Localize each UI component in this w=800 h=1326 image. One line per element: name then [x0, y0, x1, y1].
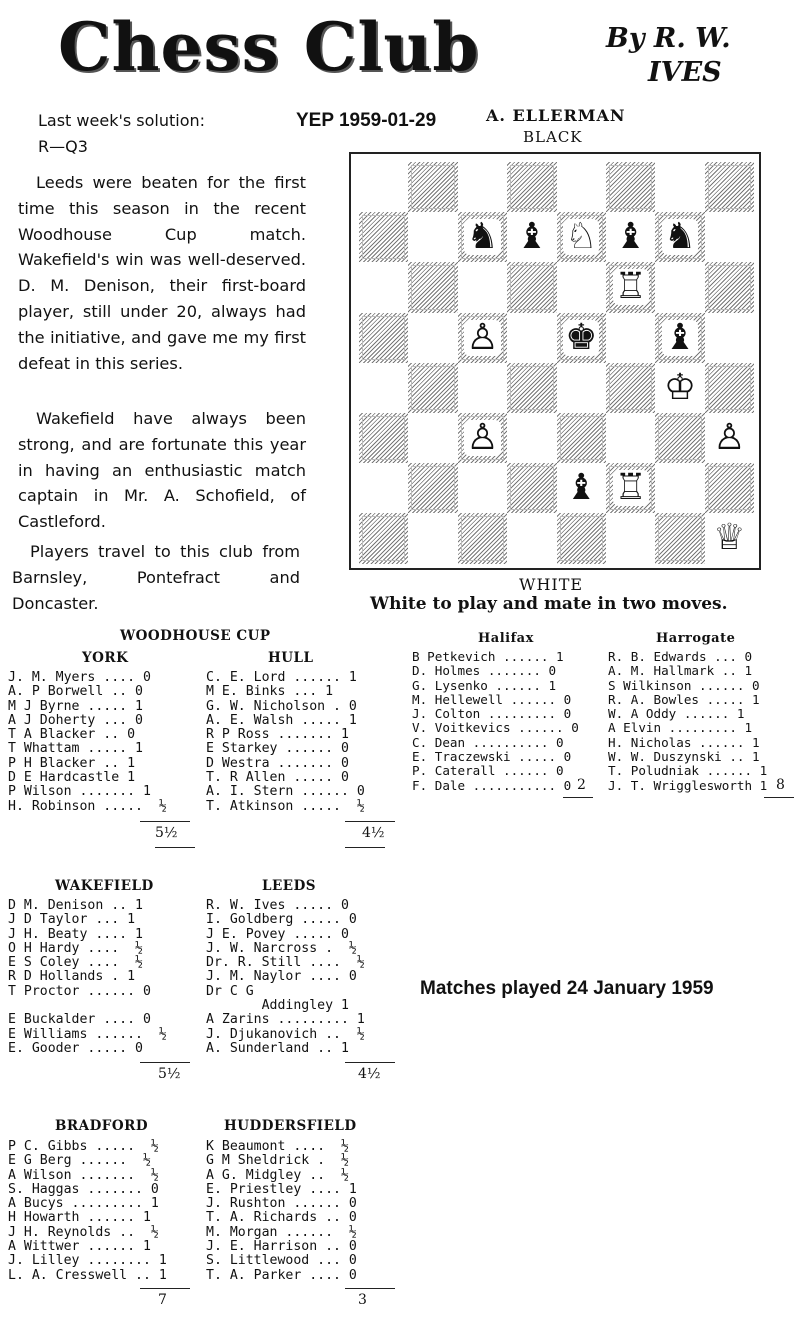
player-row: A. M. Hallmark .. 1: [608, 663, 753, 679]
board-square: [408, 162, 457, 212]
hull-players: [206, 671, 365, 814]
board-square: [655, 463, 704, 513]
board-square: [655, 262, 704, 312]
team-huddersfield-heading: HUDDERSFIELD: [224, 1118, 357, 1134]
last-week-solution: [38, 108, 205, 160]
solution-move: R—Q3: [38, 137, 88, 156]
chess-board: [349, 152, 761, 570]
board-grid: [359, 162, 751, 564]
player-row: J. E. Harrison .. 0: [206, 1239, 357, 1255]
player-row: E S Coley .... ½: [8, 955, 143, 971]
player-row: A. E. Walsh ..... 1: [206, 712, 357, 728]
player-row: G M Sheldrick . ½: [206, 1153, 349, 1169]
player-row: W. A Oddy ...... 1: [608, 706, 745, 722]
team-leeds-heading: LEEDS: [262, 878, 317, 894]
board-square: [507, 413, 556, 463]
halifax-players: [412, 650, 579, 793]
chess-piece-icon: ♔: [663, 366, 697, 408]
player-row: E Starkey ...... 0: [206, 741, 349, 757]
board-square: [705, 313, 754, 363]
player-row: M J Byrne ..... 1: [8, 698, 143, 714]
player-row: D. Holmes ....... 0: [412, 663, 557, 679]
player-row: T. R Allen ..... 0: [206, 770, 349, 786]
leeds-rule: [345, 1062, 395, 1063]
player-row: P C. Gibbs ..... ½: [8, 1139, 159, 1154]
york-players: [8, 671, 167, 814]
player-row: [8, 999, 167, 1013]
player-row: C. Dean .......... 0: [412, 734, 564, 750]
player-row: A. I. Stern ...... 0: [206, 784, 365, 800]
board-square: [705, 363, 754, 413]
board-square: [655, 513, 704, 563]
player-row: J. M. Myers .... 0: [8, 670, 151, 685]
player-row: A G. Midgley .. ½: [206, 1167, 349, 1183]
bradford-rule: [140, 1288, 190, 1289]
solution-label: Last week's solution:: [38, 111, 206, 130]
leeds-players: [206, 899, 365, 1056]
board-square: [458, 262, 507, 312]
board-square: [655, 413, 704, 463]
board-square: [507, 463, 556, 513]
chess-piece-icon: ♖: [614, 467, 647, 509]
player-row: S Wilkinson ...... 0: [608, 677, 760, 693]
player-row: E. Priestley .... 1: [206, 1181, 357, 1197]
player-row: T Proctor ...... 0: [8, 983, 151, 999]
player-row: A. Sunderland .. 1: [206, 1040, 349, 1056]
team-bradford-heading: BRADFORD: [55, 1118, 149, 1134]
board-square: [705, 513, 754, 563]
board-square: [359, 463, 408, 513]
player-row: H. Nicholas ...... 1: [608, 734, 760, 750]
board-square: [557, 513, 606, 563]
chess-piece-icon: ♞: [466, 216, 499, 258]
player-row: P H Blacker .. 1: [8, 755, 136, 771]
board-square: [408, 513, 457, 563]
board-square: [359, 363, 408, 413]
board-square: [606, 262, 655, 312]
chess-piece-icon: ♙: [466, 316, 499, 358]
player-row: R. B. Edwards ... 0: [608, 649, 753, 664]
board-square: [705, 463, 754, 513]
article-paragraph-3: Players travel to this club from Barnsley, Pontefract and Doncaster.: [12, 542, 300, 613]
player-row: A. P Borwell .. 0: [8, 684, 143, 700]
halifax-total: 2: [577, 777, 586, 793]
board-square: [507, 162, 556, 212]
player-row: A Zarins ......... 1: [206, 1012, 365, 1028]
board-square: [557, 313, 606, 363]
player-row: D Westra ....... 0: [206, 755, 349, 771]
player-row: T A Blacker .. 0: [8, 727, 136, 743]
archive-tag: YEP 1959-01-29: [296, 110, 437, 131]
masthead-title: Chess Club: [58, 8, 480, 86]
hull-total: 4½: [362, 825, 385, 841]
byline: [606, 22, 731, 90]
player-row: A Wilson ....... ½: [8, 1167, 159, 1183]
player-row: J H. Beaty .... 1: [8, 926, 143, 942]
black-label: BLACK: [523, 128, 583, 146]
player-row: J. M. Naylor .... 0: [206, 969, 357, 985]
byline-line2: IVES: [648, 57, 722, 88]
board-square: [359, 513, 408, 563]
player-row: M E. Binks ... 1: [206, 684, 334, 700]
board-square: [705, 212, 754, 262]
player-row: R P Ross ....... 1: [206, 727, 349, 743]
board-square: [655, 212, 704, 262]
player-row: T. Atkinson ..... ½: [206, 798, 365, 814]
board-square: [557, 363, 606, 413]
chess-piece-icon: ♘: [565, 216, 598, 258]
player-row: J. Lilley ........ 1: [8, 1253, 167, 1269]
player-row: S. Littlewood ... 0: [206, 1253, 357, 1269]
player-row: P Wilson ....... 1: [8, 784, 151, 800]
player-row: C. E. Lord ...... 1: [206, 670, 357, 685]
player-row: J H. Reynolds .. ½: [8, 1224, 159, 1240]
player-row: R. A. Bowles ..... 1: [608, 691, 760, 707]
player-row: O H Hardy .... ½: [8, 940, 143, 956]
player-row: Dr. R. Still .... ½: [206, 955, 365, 971]
player-row: R D Hollands . 1: [8, 969, 136, 985]
team-hull-heading: HULL: [268, 650, 314, 666]
player-row: M. Morgan ...... ½: [206, 1224, 357, 1240]
matches-played-note: Matches played 24 January 1959: [420, 978, 714, 999]
problem-author: A. ELLERMAN: [486, 106, 626, 125]
player-row: J. T. Wrigglesworth 1: [608, 777, 768, 793]
white-label: WHITE: [519, 575, 584, 594]
board-square: [606, 463, 655, 513]
board-square: [655, 313, 704, 363]
board-square: [408, 313, 457, 363]
hull-rule: [345, 821, 395, 822]
board-square: [557, 413, 606, 463]
player-row: W. W. Duszynski .. 1: [608, 749, 760, 765]
huddersfield-rule: [345, 1288, 395, 1289]
york-rule: [140, 821, 190, 822]
player-row: D E Hardcastle 1: [8, 770, 136, 786]
board-square: [606, 212, 655, 262]
york-total: 5½: [155, 825, 178, 841]
player-row: D M. Denison .. 1: [8, 898, 143, 913]
board-square: [606, 313, 655, 363]
board-square: [507, 212, 556, 262]
player-row: H Howarth ...... 1: [8, 1210, 151, 1226]
board-square: [359, 413, 408, 463]
board-square: [606, 413, 655, 463]
chess-piece-icon: ♙: [466, 417, 499, 459]
wakefield-players: [8, 899, 167, 1056]
player-row: J. Djukanovich .. ½: [206, 1026, 365, 1042]
chess-piece-icon: ♞: [663, 216, 697, 258]
board-square: [655, 162, 704, 212]
chess-piece-icon: ♙: [713, 417, 746, 459]
board-square: [557, 463, 606, 513]
team-york-heading: YORK: [82, 650, 129, 666]
player-row: T. A. Richards .. 0: [206, 1210, 357, 1226]
chess-piece-icon: ♝: [663, 316, 697, 358]
player-row: A J Doherty ... 0: [8, 712, 143, 728]
player-row: H. Robinson ..... ½: [8, 798, 167, 814]
player-row: E. Traczewski ..... 0: [412, 749, 572, 765]
player-row: T Whattam ..... 1: [8, 741, 143, 757]
halifax-rule: [563, 797, 593, 798]
player-row: F. Dale ........... 0: [412, 777, 572, 793]
harrogate-players: [608, 650, 767, 793]
player-row: Dr C G: [206, 983, 254, 999]
wakefield-total: 5½: [158, 1066, 181, 1082]
article-paragraph-1: Leeds were beaten for the first time this season in the recent Woodhouse Cup match. Wakefield's win was well-deserved. D. M. Denison, their first-board player, still under 20, always had the initiative, and gave me my first defeat in this series.: [18, 173, 306, 373]
board-square: [705, 413, 754, 463]
player-row: T. A. Parker .... 0: [206, 1267, 357, 1283]
player-row: E. Gooder ..... 0: [8, 1040, 143, 1056]
board-square: [458, 463, 507, 513]
board-square: [359, 313, 408, 363]
team-harrogate-heading: Harrogate: [656, 631, 736, 646]
bradford-players: [8, 1140, 167, 1283]
board-square: [408, 212, 457, 262]
harrogate-total: 8: [776, 777, 785, 793]
board-square: [408, 262, 457, 312]
player-row: Addingley 1: [206, 998, 349, 1014]
player-row: T. Poludniak ...... 1: [608, 763, 768, 779]
board-square: [557, 262, 606, 312]
chess-piece-icon: ♖: [614, 266, 647, 308]
board-square: [458, 313, 507, 363]
player-row: J. Rushton ...... 0: [206, 1196, 357, 1212]
chess-piece-icon: ♝: [565, 467, 598, 509]
team-wakefield-heading: WAKEFIELD: [55, 878, 154, 894]
player-row: M. Hellewell ...... 0: [412, 691, 572, 707]
article-paragraph-2: Wakefield have always been strong, and are fortunate this year in having an enthusiastic match captain in Mr. A. Schofield, of Castleford.: [18, 409, 306, 532]
board-square: [359, 212, 408, 262]
board-square: [458, 413, 507, 463]
player-row: E Williams ...... ½: [8, 1026, 167, 1042]
board-square: [507, 513, 556, 563]
player-row: A Wittwer ...... 1: [8, 1239, 151, 1255]
board-square: [606, 363, 655, 413]
player-row: A Bucys ......... 1: [8, 1196, 159, 1212]
player-row: S. Haggas ....... 0: [8, 1181, 159, 1197]
huddersfield-players: [206, 1140, 357, 1283]
player-row: K Beaumont .... ½: [206, 1139, 349, 1154]
board-square: [507, 363, 556, 413]
player-row: E G Berg ...... ½: [8, 1153, 151, 1169]
problem-task: White to play and mate in two moves.: [370, 594, 728, 614]
york-rule-2: [155, 847, 195, 848]
chess-piece-icon: ♝: [614, 216, 647, 258]
harrogate-rule: [764, 797, 794, 798]
board-square: [655, 363, 704, 413]
chess-piece-icon: ♕: [713, 517, 746, 559]
bradford-total: 7: [158, 1292, 167, 1308]
board-square: [359, 162, 408, 212]
board-square: [458, 513, 507, 563]
leeds-total: 4½: [358, 1066, 381, 1082]
board-square: [458, 162, 507, 212]
player-row: V. Voitkevics ...... 0: [412, 720, 579, 736]
chess-piece-icon: ♝: [515, 216, 548, 258]
chess-piece-icon: ♚: [565, 316, 598, 358]
player-row: P. Caterall ...... 0: [412, 763, 564, 779]
board-square: [507, 313, 556, 363]
board-square: [606, 162, 655, 212]
board-square: [557, 162, 606, 212]
huddersfield-total: 3: [358, 1292, 367, 1308]
woodhouse-cup-heading: WOODHOUSE CUP: [120, 628, 271, 644]
board-square: [359, 262, 408, 312]
wakefield-rule: [140, 1062, 190, 1063]
player-row: R. W. Ives ..... 0: [206, 898, 349, 913]
board-square: [557, 212, 606, 262]
board-square: [408, 463, 457, 513]
player-row: E Buckalder .... 0: [8, 1012, 151, 1028]
player-row: G. Lysenko ...... 1: [412, 677, 557, 693]
player-row: J. Colton ......... 0: [412, 706, 572, 722]
player-row: I. Goldberg ..... 0: [206, 912, 357, 928]
board-square: [458, 212, 507, 262]
player-row: G. W. Nicholson . 0: [206, 698, 357, 714]
player-row: A Elvin ......... 1: [608, 720, 753, 736]
byline-line1: By R. W.: [606, 23, 731, 54]
board-square: [408, 363, 457, 413]
board-square: [705, 262, 754, 312]
player-row: B Petkevich ...... 1: [412, 649, 564, 664]
board-square: [606, 513, 655, 563]
board-square: [458, 363, 507, 413]
player-row: J D Taylor ... 1: [8, 912, 136, 928]
player-row: L. A. Cresswell .. 1: [8, 1267, 167, 1283]
hull-rule-2: [345, 847, 385, 848]
board-square: [705, 162, 754, 212]
player-row: J. W. Narcross . ½: [206, 940, 357, 956]
board-square: [408, 413, 457, 463]
player-row: J E. Povey ..... 0: [206, 926, 349, 942]
board-square: [507, 262, 556, 312]
team-halifax-heading: Halifax: [478, 631, 534, 646]
